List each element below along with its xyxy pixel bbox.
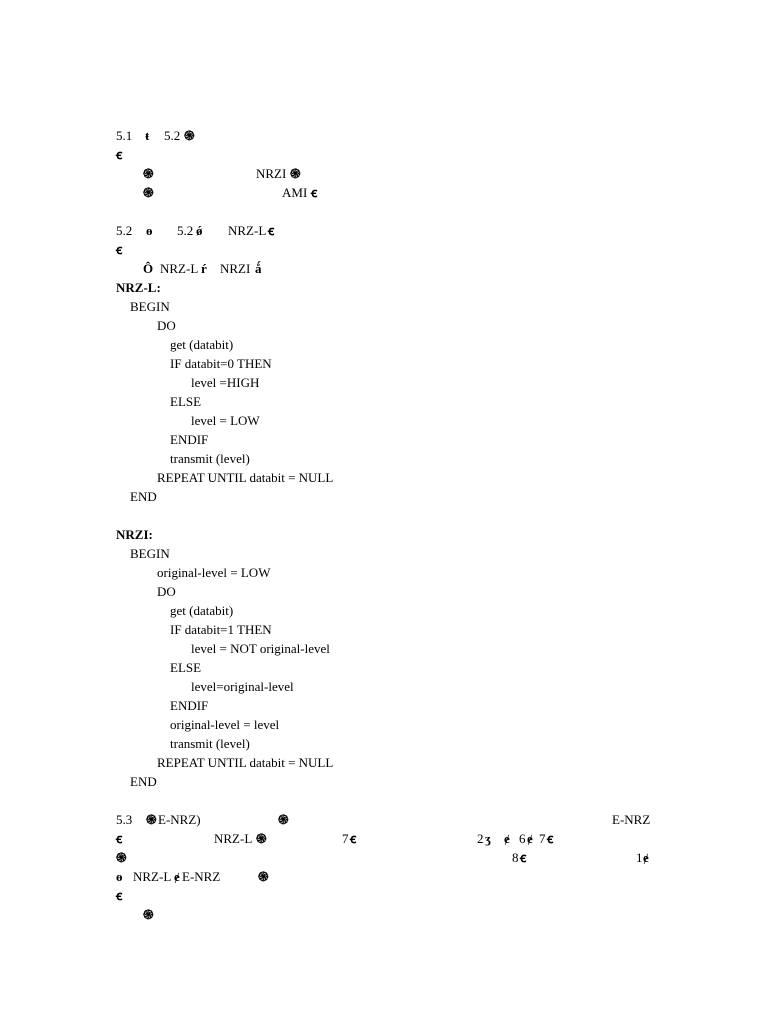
nrzl-heading: NRZ-L: [116,280,161,295]
garbled-glyph: ǻ [255,261,260,276]
garbled-glyph: ɇ [643,850,647,865]
code-line: REPEAT UNTIL databit = NULL [157,755,334,770]
code-line: level = LOW [191,413,260,428]
problem-5-2-number: 5.2 [116,223,133,238]
figure-reference: 5.2 [177,223,194,238]
code-line: ELSE [170,394,202,409]
code-line: DO [157,318,176,333]
garbled-glyph: ɵ [116,869,121,884]
code-line: BEGIN [130,546,170,561]
garbled-glyph: ǿ [196,223,201,238]
garbled-glyph: ɇ [174,869,178,884]
garbled-glyph: ɇ [527,831,531,846]
answer-label: ꞓ [116,888,121,903]
garbled-glyph: ꞓ [547,831,552,846]
nrzi-heading: NRZI: [116,527,153,542]
code-line: original-level = LOW [157,565,271,580]
problem-text-enrz: E-NRZ) [158,812,201,827]
number-seven: 7 [539,831,546,846]
garbled-glyph: ֍ [143,185,152,200]
figure-reference: 5.2 [164,128,181,143]
garbled-glyph: ֍ [143,166,152,181]
code-line: DO [157,584,176,599]
garbled-glyph: ֍ [290,166,299,181]
garbled-glyph: ꞓ [350,831,355,846]
problem-text-enrz: E-NRZ [182,869,221,884]
garbled-glyph: ʒ [485,831,489,846]
code-line: IF databit=0 THEN [170,356,272,371]
garbled-glyph: Ô [143,261,154,276]
garbled-glyph: ɵ [146,223,151,238]
problem-text-enrz-end: E-NRZ [612,812,651,827]
number-six: 6 [519,831,526,846]
garbled-glyph: ꞓ [520,850,525,865]
garbled-glyph: ֍ [256,831,265,846]
code-line: original-level = level [170,717,280,732]
code-line: ELSE [170,660,202,675]
number-two: 2 [477,831,484,846]
garbled-glyph: ŧ [145,128,148,143]
answer-label: ꞓ [116,242,121,257]
problem-text-nrzl: NRZ-L [214,831,253,846]
problem-text-nrzl: NRZ-L [228,223,267,238]
garbled-glyph: ŕ [201,261,205,276]
garbled-glyph: ꞓ [116,831,121,846]
garbled-glyph: ֍ [258,869,267,884]
code-line: REPEAT UNTIL databit = NULL [157,470,334,485]
number-seven: 7 [342,831,349,846]
code-line: level=original-level [191,679,294,694]
garbled-glyph: ֍ [278,812,287,827]
code-line: END [130,774,157,789]
garbled-glyph: ꞓ [311,185,316,200]
garbled-glyph: ֍ [116,850,125,865]
code-line: get (databit) [170,603,234,618]
code-line: IF databit=1 THEN [170,622,272,637]
answer-line-ami: AMI [282,185,308,200]
garbled-glyph: ֍ [143,907,152,922]
code-line: level = NOT original-level [191,641,330,656]
answer-intro-nrzi: NRZI [220,261,251,276]
code-line: ENDIF [170,432,209,447]
problem-5-3-number: 5.3 [116,812,133,827]
code-line: transmit (level) [170,451,250,466]
problem-5-1-number: 5.1 [116,128,133,143]
code-line: level =HIGH [191,375,260,390]
code-line: get (databit) [170,337,234,352]
code-line: BEGIN [130,299,170,314]
answer-intro-nrzl: NRZ-L [160,261,199,276]
problem-text-nrzl: NRZ-L [133,869,172,884]
answer-label: ꞓ [116,147,121,162]
answer-line-nrzi: NRZI [256,166,287,181]
code-line: END [130,489,157,504]
code-line: ENDIF [170,698,209,713]
number-eight: 8 [512,850,519,865]
garbled-glyph: ɇ [504,831,508,846]
garbled-glyph: ֍ [184,128,193,143]
garbled-glyph: ֍ [146,812,155,827]
garbled-glyph: ꞓ [268,223,273,238]
number-one: 1 [636,850,643,865]
code-line: transmit (level) [170,736,250,751]
